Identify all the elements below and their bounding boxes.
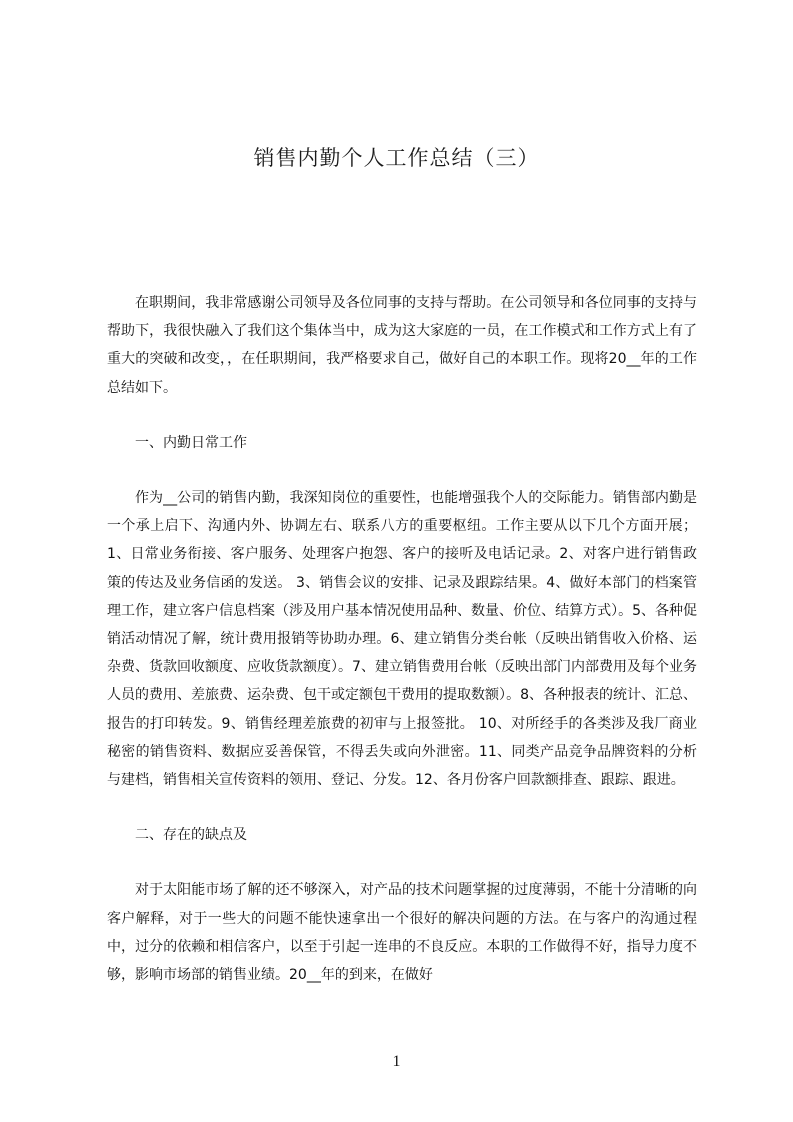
document-title: 销售内勤个人工作总结（三） (253, 146, 540, 170)
section-heading-shortcomings: 二、存在的缺点及 (135, 827, 247, 844)
document-body (107, 289, 697, 1016)
page-number: 1 (392, 1053, 401, 1070)
shortcomings-paragraph: 对于太阳能市场了解的还不够深入，对产品的技术问题掌握的过度薄弱，不能十分清晰的向客户解释，对于一些大的问题不能快速拿出一个很好的解决问题的方法。在与客户的沟通过程中，过分的依赖和相信客户，以至于引起一连串的不良反应。本职的工作做得不好，指导力度不够，影响市场部的销售业绩。20__年的到来，在做好 (107, 882, 697, 984)
section-heading-daily-work: 一、内勤日常工作 (135, 434, 247, 451)
daily-work-paragraph: 作为__公司的销售内勤，我深知岗位的重要性，也能增强我个人的交际能力。销售部内勤是一个承上启下、沟通内外、协调左右、联系八方的重要枢纽。工作主要从以下几个方面开展；1、日常业务衔接、客户服务、处理客户抱怨、客户的接听及电话记录。2、对客户进行销售政策的传达及业务信函的发送。 3、销售会议的安排、记录及跟踪结果。4、做好本部门的档案管理工作，建立客户信息档案（涉及用户基本情况使用品种、数量、价位、结算方式）。5、各种促销活动情况了解，统计费用报销等协助办理。6、建立销售分类台帐（反映出销售收入价格、运杂费、货款回收额度、应收货款额度）。7、建立销售费用台帐（反映出部门内部费用及每个业务人员的费用、差旅费、运杂费、包干或定额包干费用的提取数额）。8、各种报表的统计、汇总、报告的打印转发。9、销售经理差旅费的初审与上报签批。 10、对所经手的各类涉及我厂商业秘密的销售资料、数据应妥善保管，不得丢失或向外泄密。11、同类产品竞争品牌资料的分析与建档，销售相关宣传资料的领用、登记、分发。12、各月份客户回款额排查、跟踪、跟进。 (107, 490, 697, 789)
intro-paragraph: 在职期间，我非常感谢公司领导及各位同事的支持与帮助。在公司领导和各位同事的支持与帮助下，我很快融入了我们这个集体当中，成为这大家庭的一员，在工作模式和工作方式上有了重大的突破和改变，，在任职期间，我严格要求自己，做好自己的本职工作。现将20__年的工作总结如下。 (107, 295, 697, 396)
